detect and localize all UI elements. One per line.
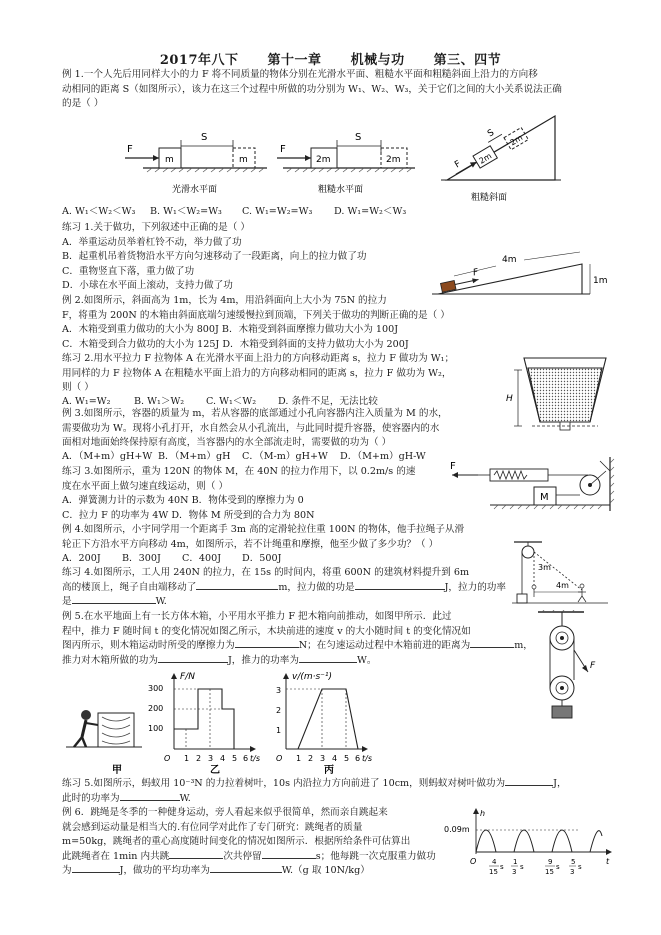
practice-4-text-e: W.	[155, 596, 167, 607]
example-2-line-4: C．木箱受到合力做功的大小为 125J D．木箱受到斜面的支持力做功大小为 200J	[62, 338, 409, 350]
pulley-distance-label: 4m	[556, 581, 569, 590]
practice-4-text-d: 是	[62, 596, 72, 607]
practice-4-text-c: J，拉力的功率	[444, 581, 506, 593]
example-5	[62, 610, 533, 668]
pulley-force-label: F	[590, 661, 596, 671]
example-5-text-c: m，	[514, 640, 533, 651]
example-5-text-b: N；在匀速运动过程中木箱前进的距离为	[298, 640, 471, 651]
practice-2	[62, 352, 454, 396]
caption-incline: 粗糙斜面	[471, 193, 508, 203]
caption-bing: 丙	[324, 765, 334, 776]
pulley-system-figure	[528, 610, 608, 720]
incline-height-label: 1m	[593, 276, 608, 286]
practice-4-text-b: m，拉力做的功是	[278, 581, 355, 593]
distance-label-3: S	[486, 127, 497, 140]
example-6-text-b: 次共停留	[223, 850, 262, 862]
incline-block-ghost-label: 2m	[508, 133, 525, 148]
page-title	[0, 49, 661, 68]
title-grade: 2017年八下	[159, 53, 239, 68]
example-6-line-5	[62, 864, 436, 879]
example-6-text-a: 此跳绳者在 1min 内共跳	[62, 850, 170, 862]
example-6-line-1: 例 6．跳绳是冬季的一种健身运动，旁人看起来似乎很简单，然而亲自跳起来	[62, 807, 388, 818]
practice-2-line-2: 用同样的力 F 拉物体 A 在粗糙水平面上沿力的方向移动相同的距离 s，拉力 F 做功为 W₂，	[62, 367, 452, 379]
chart-f-xtick-3: 3	[208, 754, 214, 763]
distance-label-1: S	[201, 132, 208, 143]
jump-chart-ytick: 0.09m	[444, 825, 470, 834]
practice-1	[62, 221, 366, 294]
practice-1-line-1: 练习 1.关于做功，下列叙述中正确的是（ ）	[62, 222, 250, 233]
example-4-figure	[512, 540, 612, 608]
example-1	[62, 68, 622, 112]
example-3-line-1: 例 3.如图所示，容器的质量为 m，若从容器的底部通过小孔向容器内注入质量为 M 的水，	[62, 408, 448, 419]
example-5-blank-work[interactable]	[158, 662, 228, 663]
jump-xtick-4-num: 5	[571, 858, 576, 866]
example-1-line-2: 动相同的距离 S（如图所示），该力在这三个过程中所做的功分别为 W₁、W₂、W₃，关于它们之间的大小关系说法正确	[62, 83, 562, 95]
example-6-blank-time[interactable]	[262, 858, 316, 859]
distance-label-2: S	[355, 132, 362, 143]
example-6	[62, 806, 436, 879]
example-3-figure	[494, 350, 610, 442]
example-1-option-b: B. W₁＜W₂=W₃	[150, 206, 222, 217]
example-1-option-d: D. W₁=W₂＜W₃	[334, 206, 407, 217]
incline-length-label: 4m	[502, 255, 517, 265]
chart-f-ytick-100: 100	[148, 724, 164, 733]
practice-3-figure	[450, 457, 616, 513]
chart-v-ytick-3: 3	[276, 686, 282, 695]
jump-xtick-2-den: 3	[512, 868, 517, 876]
chart-v-origin: O	[276, 754, 283, 763]
jump-xtick-3-num: 9	[548, 858, 553, 866]
example-5-line-1: 例 5.在水平地面上有一长方体木箱，小平用水平推力 F 把木箱向前推动，如图甲所示．此过	[62, 611, 452, 622]
chart-v-xtick-2: 2	[308, 754, 314, 763]
jump-xtick-3-den: 15	[545, 868, 554, 876]
example-1-line-1: 例 1.一个人先后用同样大小的力 F 将不同质量的物体分别在光滑水平面、粗糙水平面和粗糙斜面上沿力的方向移	[62, 69, 538, 80]
example-2-line-2: F，将重为 200N 的木箱由斜面底端匀速缓慢拉到顶端，下列关于做功的判断正确的是（ ）	[62, 309, 450, 321]
caption-yi: 乙	[210, 765, 220, 776]
jump-xtick-4-unit: s	[578, 863, 582, 871]
example-6-text-e: J，做功的平均功率为	[119, 865, 210, 876]
title-chapter: 第十一章	[267, 53, 322, 68]
jump-xtick-1-num: 4	[492, 858, 497, 866]
figure-yi-force-chart	[148, 672, 260, 776]
title-topic: 机械与功	[350, 53, 405, 68]
practice-1-option-b: B．起重机吊着货物沿水平方向匀速移动了一段距离，向上的拉力做了功	[62, 251, 367, 262]
example-3-option-b: B．（M+m）gH	[158, 451, 231, 462]
block-m-ghost-label: m	[239, 155, 248, 165]
example-3	[62, 407, 448, 451]
practice-2-option-d: D. 条件不足，无法比较	[278, 396, 378, 407]
caption-rough: 粗糙水平面	[318, 185, 364, 195]
example-5-blank-power[interactable]	[299, 662, 357, 663]
jump-chart-curve	[476, 830, 602, 852]
jump-xtick-1-den: 15	[489, 868, 498, 876]
chart-f-xlabel: t/s	[250, 754, 260, 763]
example-3-option-c: C．（M-m）gH+W	[242, 451, 328, 462]
practice-4-text-a: 高的楼顶上，绳子自由端移动了	[62, 581, 197, 593]
practice-5-text-c: 此时的功率为	[62, 792, 120, 804]
example-4-option-b: B．300J	[122, 553, 161, 564]
example-4	[62, 523, 464, 552]
example-3-option-a: A．（M+m）gH+W	[62, 451, 153, 462]
incline-scene	[441, 115, 561, 203]
practice-2-option-b: B. W₁＞W₂	[134, 396, 185, 407]
chart-v-xtick-3: 3	[320, 754, 326, 763]
incline-block-label: 2m	[477, 151, 494, 166]
figure-jia-pushing	[66, 710, 142, 776]
example-1-option-c: C. W₁=W₂=W₃	[242, 206, 313, 217]
block-2m-label: 2m	[316, 155, 331, 165]
rough-surface-scene	[277, 132, 415, 195]
practice-5-blank-power[interactable]	[120, 800, 180, 801]
example-6-text-d: 为	[62, 865, 72, 876]
chart-f-ytick-200: 200	[148, 704, 164, 713]
practice-1-option-a: A．举重运动员举着杠铃不动，举力做了功	[62, 236, 242, 248]
caption-jia: 甲	[112, 765, 122, 776]
practice-4-blank-work[interactable]	[355, 589, 445, 590]
practice-3-line-1: 练习 3.如图所示，重为 120N 的物体 M，在 40N 的拉力作用下，以 0.2m/s 的速	[62, 466, 416, 477]
practice-1-option-d: D．小球在水平面上滚动，支持力做了功	[62, 280, 233, 291]
spring-force-label: F	[450, 461, 456, 472]
chart-v-ylabel: v/(m·s⁻¹)	[292, 672, 333, 682]
jump-xtick-1-unit: s	[500, 863, 504, 871]
chart-f-origin: O	[164, 754, 171, 763]
chart-v-xtick-6: 6	[355, 754, 361, 763]
chart-v-xtick-1: 1	[296, 754, 302, 763]
jump-xtick-3-unit: s	[556, 863, 560, 871]
pulley-height-label: 3m	[538, 563, 551, 572]
practice-3-line-4: C．拉力 F 的功率为 4W D．物体 M 所受到的合力为 80N	[62, 509, 315, 521]
jump-xtick-2-num: 1	[513, 858, 518, 866]
smooth-surface-scene	[125, 132, 267, 195]
example-2	[62, 294, 450, 352]
practice-2-option-c: C. W₁＜W₂	[206, 396, 257, 407]
title-sections: 第三、四节	[433, 53, 502, 68]
chart-v-xlabel: t/s	[362, 754, 372, 763]
practice-5-text-a: 练习 5.如图所示，蚂蚁用 10⁻³N 的力拉着树叶，10s 内沿拉力方向前进了 10cm，则蚂蚁对树叶做功为	[62, 778, 506, 789]
example-1-figure	[115, 112, 565, 212]
example-1-option-a: A. W₁＜W₂＜W₃	[62, 206, 136, 217]
example-6-blank-power[interactable]	[210, 872, 282, 873]
example-5-text-e: J，推力的功率为	[227, 654, 299, 666]
practice-5	[62, 777, 567, 806]
practice-2-line-3: 则（ ）	[62, 382, 94, 393]
practice-5-text-d: W.	[179, 792, 191, 804]
practice-2-line-1: 练习 2.用水平拉力 F 拉物体 A 在光滑水平面上沿力的方向移动距离 s，拉力 F 做功为 W₁；	[62, 353, 455, 364]
example-4-line-2: 轮正下方沿水平方向移动 4m，如图所示，若不计绳重和摩擦，他至少做了多少功？（ ）	[62, 538, 439, 550]
chart-f-xtick-2: 2	[196, 754, 202, 763]
example-3-option-d: D．（M+m）gH-W	[340, 451, 426, 462]
chart-f-xtick-1: 1	[184, 754, 190, 763]
caption-smooth: 光滑水平面	[172, 185, 218, 195]
practice-4-line-1: 练习 4.如图所示，工人用 240N 的拉力，在 15s 的时间内，将重 600N 的建筑材料提升到 6m	[62, 567, 470, 578]
example-6-line-2: 就会感到运动量是相当大的.有位同学对此作了专门研究：跳绳者的质量	[62, 821, 363, 833]
example-4-option-c: C．400J	[182, 553, 222, 564]
example-1-options	[62, 205, 406, 220]
jump-chart-xlabel: t	[606, 857, 610, 866]
force-label-1: F	[127, 144, 133, 155]
chart-f-ylabel: F/N	[180, 672, 195, 682]
chart-f-xtick-4: 4	[220, 754, 226, 763]
incline-force-label: F	[472, 267, 480, 279]
example-4-option-d: D．500J	[242, 553, 282, 564]
example-6-chart	[442, 806, 616, 880]
example-3-line-3: 面相对地面始终保持原有高度，当容器内的水全部流走时，需要做的功为（ ）	[62, 437, 392, 448]
example-3-options	[62, 450, 426, 465]
practice-3-line-3: A．弹簧测力计的示数为 40N B．物体受到的摩擦力为 0	[62, 495, 304, 506]
figure-bing-velocity-chart	[276, 672, 372, 776]
example-6-blank-work[interactable]	[72, 872, 120, 873]
example-1-line-3: 的是（ ）	[62, 98, 104, 109]
example-4-option-a: A．200J	[62, 553, 101, 564]
example-5-text-d: 推力对木箱所做的功为	[62, 654, 158, 666]
jump-xtick-2-unit: s	[520, 863, 524, 871]
force-label-2: F	[280, 144, 286, 155]
example-3-line-2: 需要做功为 W。现将小孔打开，水自然会从小孔流出，与此同时提升容器，使容器内的水	[62, 422, 440, 434]
chart-v-ytick-2: 2	[276, 706, 282, 715]
example-5-text-a: 图丙所示，则木箱运动时所受的摩擦力为	[62, 640, 235, 651]
block-2m-ghost-label: 2m	[386, 155, 401, 165]
chart-f-ytick-300: 300	[148, 684, 164, 693]
chart-f-line	[174, 689, 234, 749]
example-5-line-3	[62, 639, 533, 654]
example-4-line-1: 例 4.如图所示，小宇同学用一个距离手 3m 高的定滑轮拉住重 100N 的物体，他手拉绳子从滑	[62, 524, 465, 535]
example-6-text-c: s；他每跳一次克服重力做功	[315, 850, 436, 862]
practice-2-option-a: A. W₁=W₂	[62, 396, 111, 407]
practice-3	[62, 465, 415, 523]
practice-5-blank-work[interactable]	[505, 785, 553, 786]
practice-4-line-2	[62, 581, 506, 596]
example-5-blank-distance[interactable]	[470, 647, 514, 648]
practice-5-line-2	[62, 792, 567, 807]
example-2-figure	[430, 246, 610, 302]
practice-5-text-b: J，	[553, 778, 567, 789]
example-2-line-1: 例 2.如图所示，斜面高为 1m，长为 4m，用沿斜面向上大小为 75N 的拉力	[62, 295, 387, 306]
practice-4-blank-distance[interactable]	[196, 589, 278, 590]
example-6-line-3: m=50kg，跳绳者的重心高度随时间变化的情况如图所示．根据所给条件可估算出	[62, 836, 411, 847]
practice-4	[62, 566, 506, 610]
chart-v-xtick-5: 5	[344, 754, 350, 763]
chart-v-ytick-1: 1	[276, 726, 282, 735]
practice-5-line-1	[62, 777, 567, 792]
force-label-3: F	[453, 159, 463, 171]
practice-4-line-3	[62, 595, 506, 610]
block-m-label: m	[165, 155, 174, 165]
chart-f-xtick-6: 6	[243, 754, 249, 763]
example-5-figures	[62, 665, 392, 777]
practice-4-blank-power[interactable]	[72, 603, 156, 604]
chart-f-xtick-5: 5	[232, 754, 238, 763]
container-height-label: H	[506, 394, 513, 404]
example-6-blank-count[interactable]	[169, 858, 223, 859]
jump-xtick-4-den: 3	[570, 868, 575, 876]
example-5-text-f: W。	[356, 654, 377, 666]
practice-1-option-c: C．重物竖直下落，重力做了功	[62, 265, 195, 277]
chart-v-xtick-4: 4	[332, 754, 338, 763]
jump-chart-origin: O	[470, 857, 477, 866]
example-4-options	[62, 552, 281, 567]
example-6-text-f: W.（g 取 10N/kg）	[281, 865, 370, 876]
practice-3-line-2: 度在水平面上做匀速直线运动，则（ ）	[62, 480, 229, 492]
example-2-line-3: A．木箱受到重力做功的大小为 800J B．木箱受到斜面摩擦力做功大小为 100J	[62, 324, 399, 335]
example-5-blank-friction[interactable]	[235, 647, 299, 648]
spring-block-label: M	[540, 492, 549, 503]
example-5-line-2: 程中，推力 F 随时间 t 的变化情况如图乙所示，木块前进的速度 v 的大小随时间 t 的变化情况如	[62, 625, 471, 637]
example-6-line-4	[62, 850, 436, 865]
jump-chart-ylabel: h	[480, 809, 486, 818]
